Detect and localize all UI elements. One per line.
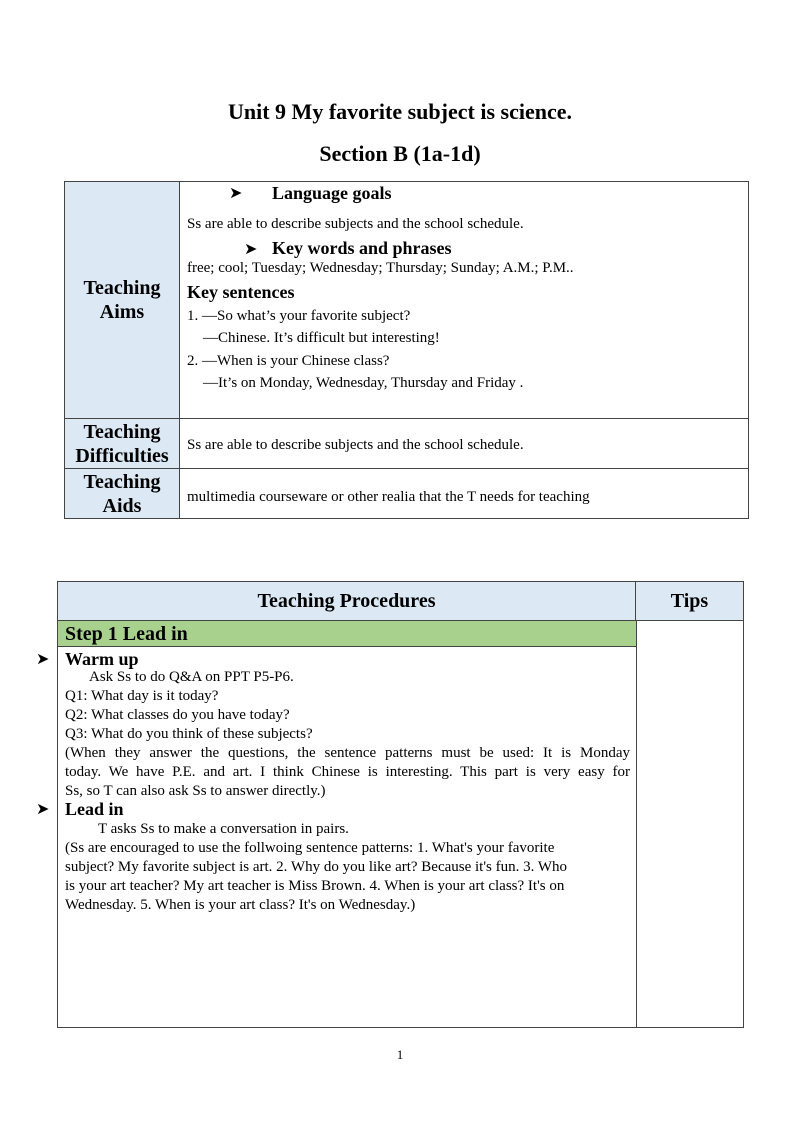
key-sentence-line: 1. —So what’s your favorite subject? <box>187 308 411 324</box>
arrow-bullet-icon: ➤ <box>36 651 50 668</box>
tips-column-divider <box>636 621 637 1027</box>
warm-up-note-line: today. We have P.E. and art. I think Chinese is interesting. This part is very easy for <box>65 764 630 780</box>
arrow-bullet-icon: ➤ <box>244 241 258 258</box>
language-goals-heading: Language goals <box>272 183 392 203</box>
language-goals-text: Ss are able to describe subjects and the school schedule. <box>187 216 524 232</box>
warm-up-intro: Ask Ss to do Q&A on PPT P5-P6. <box>89 669 294 685</box>
warm-up-note-line: Ss, so T can also ask Ss to answer directly.) <box>65 783 326 799</box>
teaching-aids-content <box>180 468 748 518</box>
arrow-bullet-icon: ➤ <box>229 185 243 202</box>
teaching-difficulties-content <box>180 418 748 468</box>
lead-in-note-line: (Ss are encouraged to use the follwoing sentence patterns: 1. What's your favorite <box>65 840 555 856</box>
procedures-content <box>58 647 636 1027</box>
key-words-heading: Key words and phrases <box>272 238 452 258</box>
teaching-aids-text: multimedia courseware or other realia that the T needs for teaching <box>187 489 590 505</box>
lead-in-note-line: Wednesday. 5. When is your art class? It's on Wednesday.) <box>65 897 416 913</box>
teaching-difficulties-text: Ss are able to describe subjects and the school schedule. <box>187 437 524 453</box>
teaching-aims-table <box>64 181 749 519</box>
step-heading: Step 1 Lead in <box>58 621 636 647</box>
key-words-text: free; cool; Tuesday; Wednesday; Thursday; Sunday; A.M.; P.M.. <box>187 260 574 276</box>
key-sentence-line: —It’s on Monday, Wednesday, Thursday and Friday . <box>203 375 524 391</box>
warm-up-note-line: (When they answer the questions, the sentence patterns must be used: It is Monday <box>65 745 630 761</box>
teaching-aids-label: Teaching Aids <box>65 468 180 518</box>
lead-in-heading: Lead in <box>65 799 124 819</box>
page-number: 1 <box>396 1047 404 1062</box>
teaching-aims-content <box>180 182 748 418</box>
warm-up-heading: Warm up <box>65 649 139 669</box>
key-sentence-line: —Chinese. It’s difficult but interesting! <box>203 330 440 346</box>
teaching-aims-label: Teaching Aims <box>65 182 180 418</box>
document-title: Unit 9 My favorite subject is science. <box>228 99 572 124</box>
section-title: Section B (1a-1d) <box>319 141 481 166</box>
key-sentence-line: 2. —When is your Chinese class? <box>187 353 390 369</box>
teaching-procedures-table <box>57 581 744 1028</box>
lead-in-intro: T asks Ss to make a conversation in pairs. <box>98 821 349 837</box>
teaching-difficulties-label: Teaching Difficulties <box>65 418 180 468</box>
lead-in-note-line: subject? My favorite subject is art. 2. Why do you like art? Because it's fun. 3. Who <box>65 859 568 875</box>
lead-in-note-line: is your art teacher? My art teacher is Miss Brown. 4. When is your art class? It's on <box>65 878 565 894</box>
question-line: Q2: What classes do you have today? <box>65 707 290 723</box>
question-line: Q1: What day is it today? <box>65 688 219 704</box>
question-line: Q3: What do you think of these subjects? <box>65 726 313 742</box>
key-sentences-heading: Key sentences <box>187 282 295 302</box>
procedures-header: Teaching Procedures <box>58 582 636 621</box>
tips-header: Tips <box>636 582 743 621</box>
arrow-bullet-icon: ➤ <box>36 801 50 818</box>
